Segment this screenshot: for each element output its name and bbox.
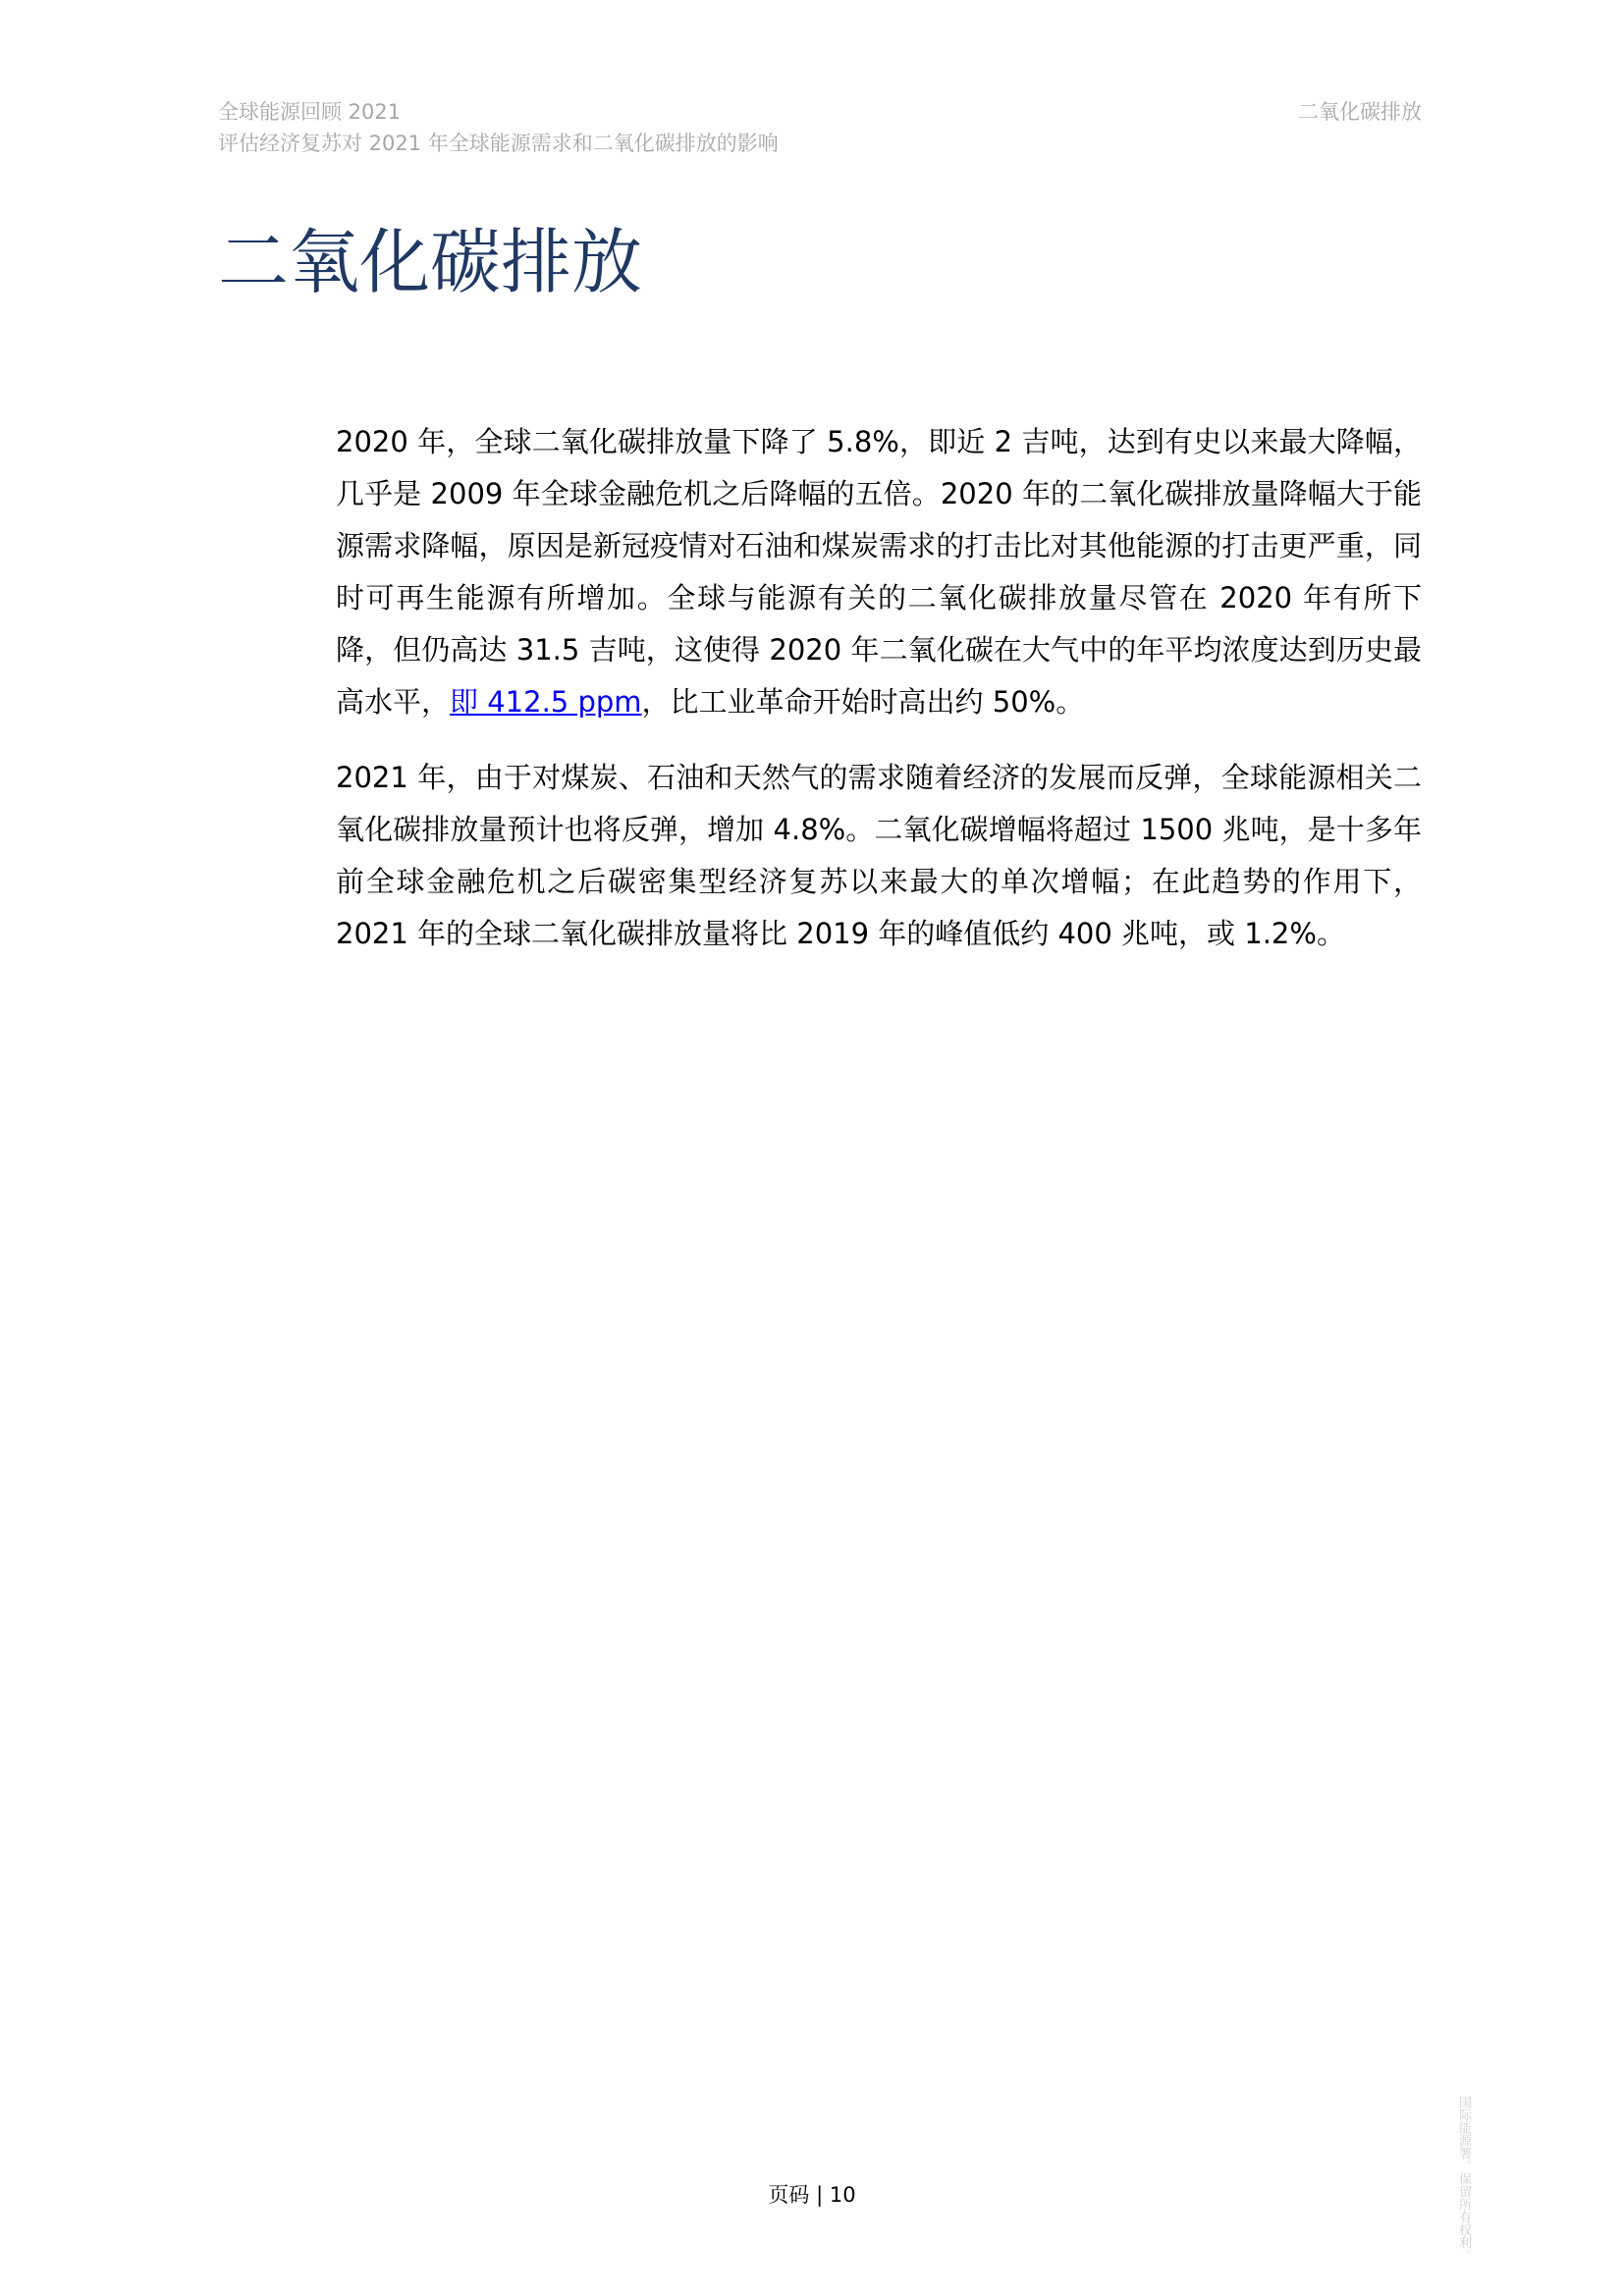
paragraph-1-text-end: ，比工业革命开始时高出约 50%。 — [641, 685, 1085, 719]
paragraph-1 — [336, 416, 1422, 728]
ppm-link[interactable]: 即 412.5 ppm — [450, 685, 642, 719]
paragraph-1-text: 2020 年，全球二氧化碳排放量下降了 5.8%，即近 2 吉吨，达到有史以来最大降幅，几乎是 2009 年全球金融危机之后降幅的五倍。2020 年的二氧化碳排放量降幅大于能源需求降幅，原因是新冠疫情对石油和煤炭需求的打击比对其他能源的打击更严重，同时可再生能源有所增加。全球与能源有关的二氧化碳排放量尽管在 2020 年有所下降，但仍高达 31.5 吉吨，这使得 2020 年二氧化碳在大气中的年平均浓度达到历史最高水平， — [336, 425, 1422, 719]
page-title: 二氧化碳排放 — [218, 221, 643, 303]
body-text — [336, 416, 1422, 984]
paragraph-2: 2021 年，由于对煤炭、石油和天然气的需求随着经济的发展而反弹，全球能源相关二氧化碳排放量预计也将反弹，增加 4.8%。二氧化碳增幅将超过 1500 兆吨，是十多年前全球金融危机之后碳密集型经济复苏以来最大的单次增幅；在此趋势的作用下，2021 年的全球二氧化碳排放量将比 2019 年的峰值低约 400 兆吨，或 1.2%。 — [336, 761, 1422, 950]
running-header — [218, 96, 779, 159]
page-number: 页码 | 10 — [768, 2183, 856, 2207]
section-name: 二氧化碳排放 — [1298, 100, 1422, 124]
copyright-note: 国际能源署。保留所有权利。 — [1456, 2096, 1471, 2262]
report-title: 全球能源回顾 2021 — [218, 100, 402, 124]
report-subtitle: 评估经济复苏对 2021 年全球能源需求和二氧化碳排放的影响 — [218, 132, 779, 155]
